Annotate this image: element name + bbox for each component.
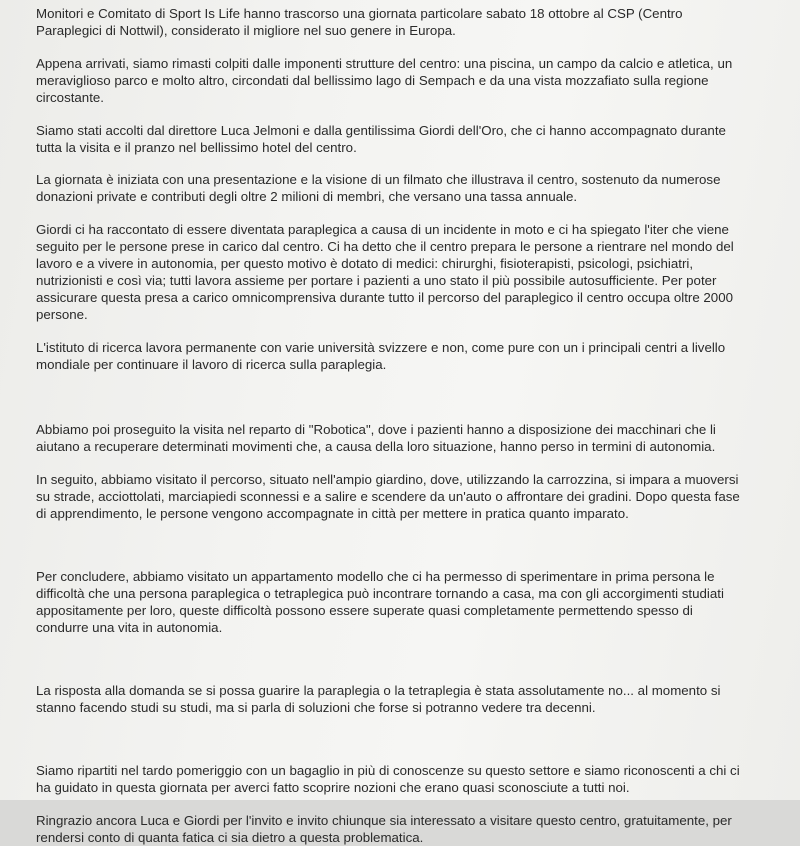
- paragraph-giordi-story: Giordi ci ha raccontato di essere diventata paraplegica a causa di un incidente in moto e ci ha spiegato l'iter che viene seguito per le persone prese in carico dal centro. Ci ha detto che il centro prepara le persone a rientrare nel mondo del lavoro e a vivere in autonomia, per questo motivo è dotato di medici: chirurghi, fisioterapisti, psicologi, psichiatri, nutrizionisti e così via; tutti lavora assieme per portare i pazienti a uno stato il più possibile autosufficiente. Per poter assicurare questa presa a carico omnicomprensiva durante tutto il percorso del paraplegico il centro occupa oltre 2000 persone.: [36, 222, 734, 322]
- paragraph-model-apartment: Per concludere, abbiamo visitato un appartamento modello che ci ha permesso di sperimentare in prima persona le difficoltà che una persona paraplegica o tetraplegica può incontrare tornando a casa, ma con gli accorgimenti studiati appositamente per loro, queste difficoltà possono essere superate quasi completamente permettendo spesso di condurre una vita in autonomia.: [36, 569, 724, 635]
- paragraph-presentation: La giornata è iniziata con una presentazione e la visione di un filmato che illustrava il centro, sostenuto da numerose donazioni private e contributi degli oltre 2 milioni di membri, che versano una tassa annuale.: [36, 172, 721, 204]
- paragraph-research: L'istituto di ricerca lavora permanente con varie università svizzere e non, come pure con un i principali centri a livello mondiale per continuare il lavoro di ricerca sulla paraplegia.: [36, 340, 726, 372]
- paragraph-intro: Monitori e Comitato di Sport Is Life hanno trascorso una giornata particolare sabato 18 ottobre al CSP (Centro Paraplegici di Nottwil), considerato il migliore nel suo genere in Europa.: [36, 6, 683, 38]
- paragraph-cure-question: La risposta alla domanda se si possa guarire la paraplegia o la tetraplegia è stata assolutamente no... al momento si stanno facendo studi su studi, ma si parla di soluzioni che forse si potranno vedere tra decenni.: [36, 683, 721, 715]
- paragraph-arrival: Appena arrivati, siamo rimasti colpiti dalle imponenti strutture del centro: una piscina, un campo da calcio e atletica, un meraviglioso parco e molto altro, circondati dal bellissimo lago di Sempach e da una vista mozzafiato sulla regione circostante.: [36, 56, 733, 105]
- paragraph-welcome: Siamo stati accolti dal direttore Luca Jelmoni e dalla gentilissima Giordi dell'Oro, che ci hanno accompagnato durante tutta la visita e il pranzo nel bellissimo hotel del centro.: [36, 123, 726, 155]
- document-body: [36, 5, 748, 846]
- paragraph-garden-course: In seguito, abbiamo visitato il percorso, situato nell'ampio giardino, dove, utilizzando la carrozzina, si impara a muoversi su strade, acciottolati, marciapiedi sconnessi e a salire e scendere da un'auto o affrontare dei gradini. Dopo questa fase di apprendimento, le persone vengono accompagnate in città per mettere in pratica quanto imparato.: [36, 472, 740, 521]
- paragraph-departure: Siamo ripartiti nel tardo pomeriggio con un bagaglio in più di conoscenze su questo settore e siamo riconoscenti a chi ci ha guidato in questa giornata per averci fatto scoprire nozioni che erano quasi sconosciute a tutti noi.: [36, 763, 740, 795]
- paragraph-robotics: Abbiamo poi proseguito la visita nel reparto di "Robotica", dove i pazienti hanno a disposizione dei macchinari che li aiutano a recuperare determinati movimenti che, a causa della loro situazione, hanno perso in termini di autonomia.: [36, 422, 716, 454]
- paragraph-thanks: Ringrazio ancora Luca e Giordi per l'invito e invito chiunque sia interessato a visitare questo centro, gratuitamente, per rendersi conto di quanta fatica ci sia dietro a questa problematica.: [36, 813, 732, 845]
